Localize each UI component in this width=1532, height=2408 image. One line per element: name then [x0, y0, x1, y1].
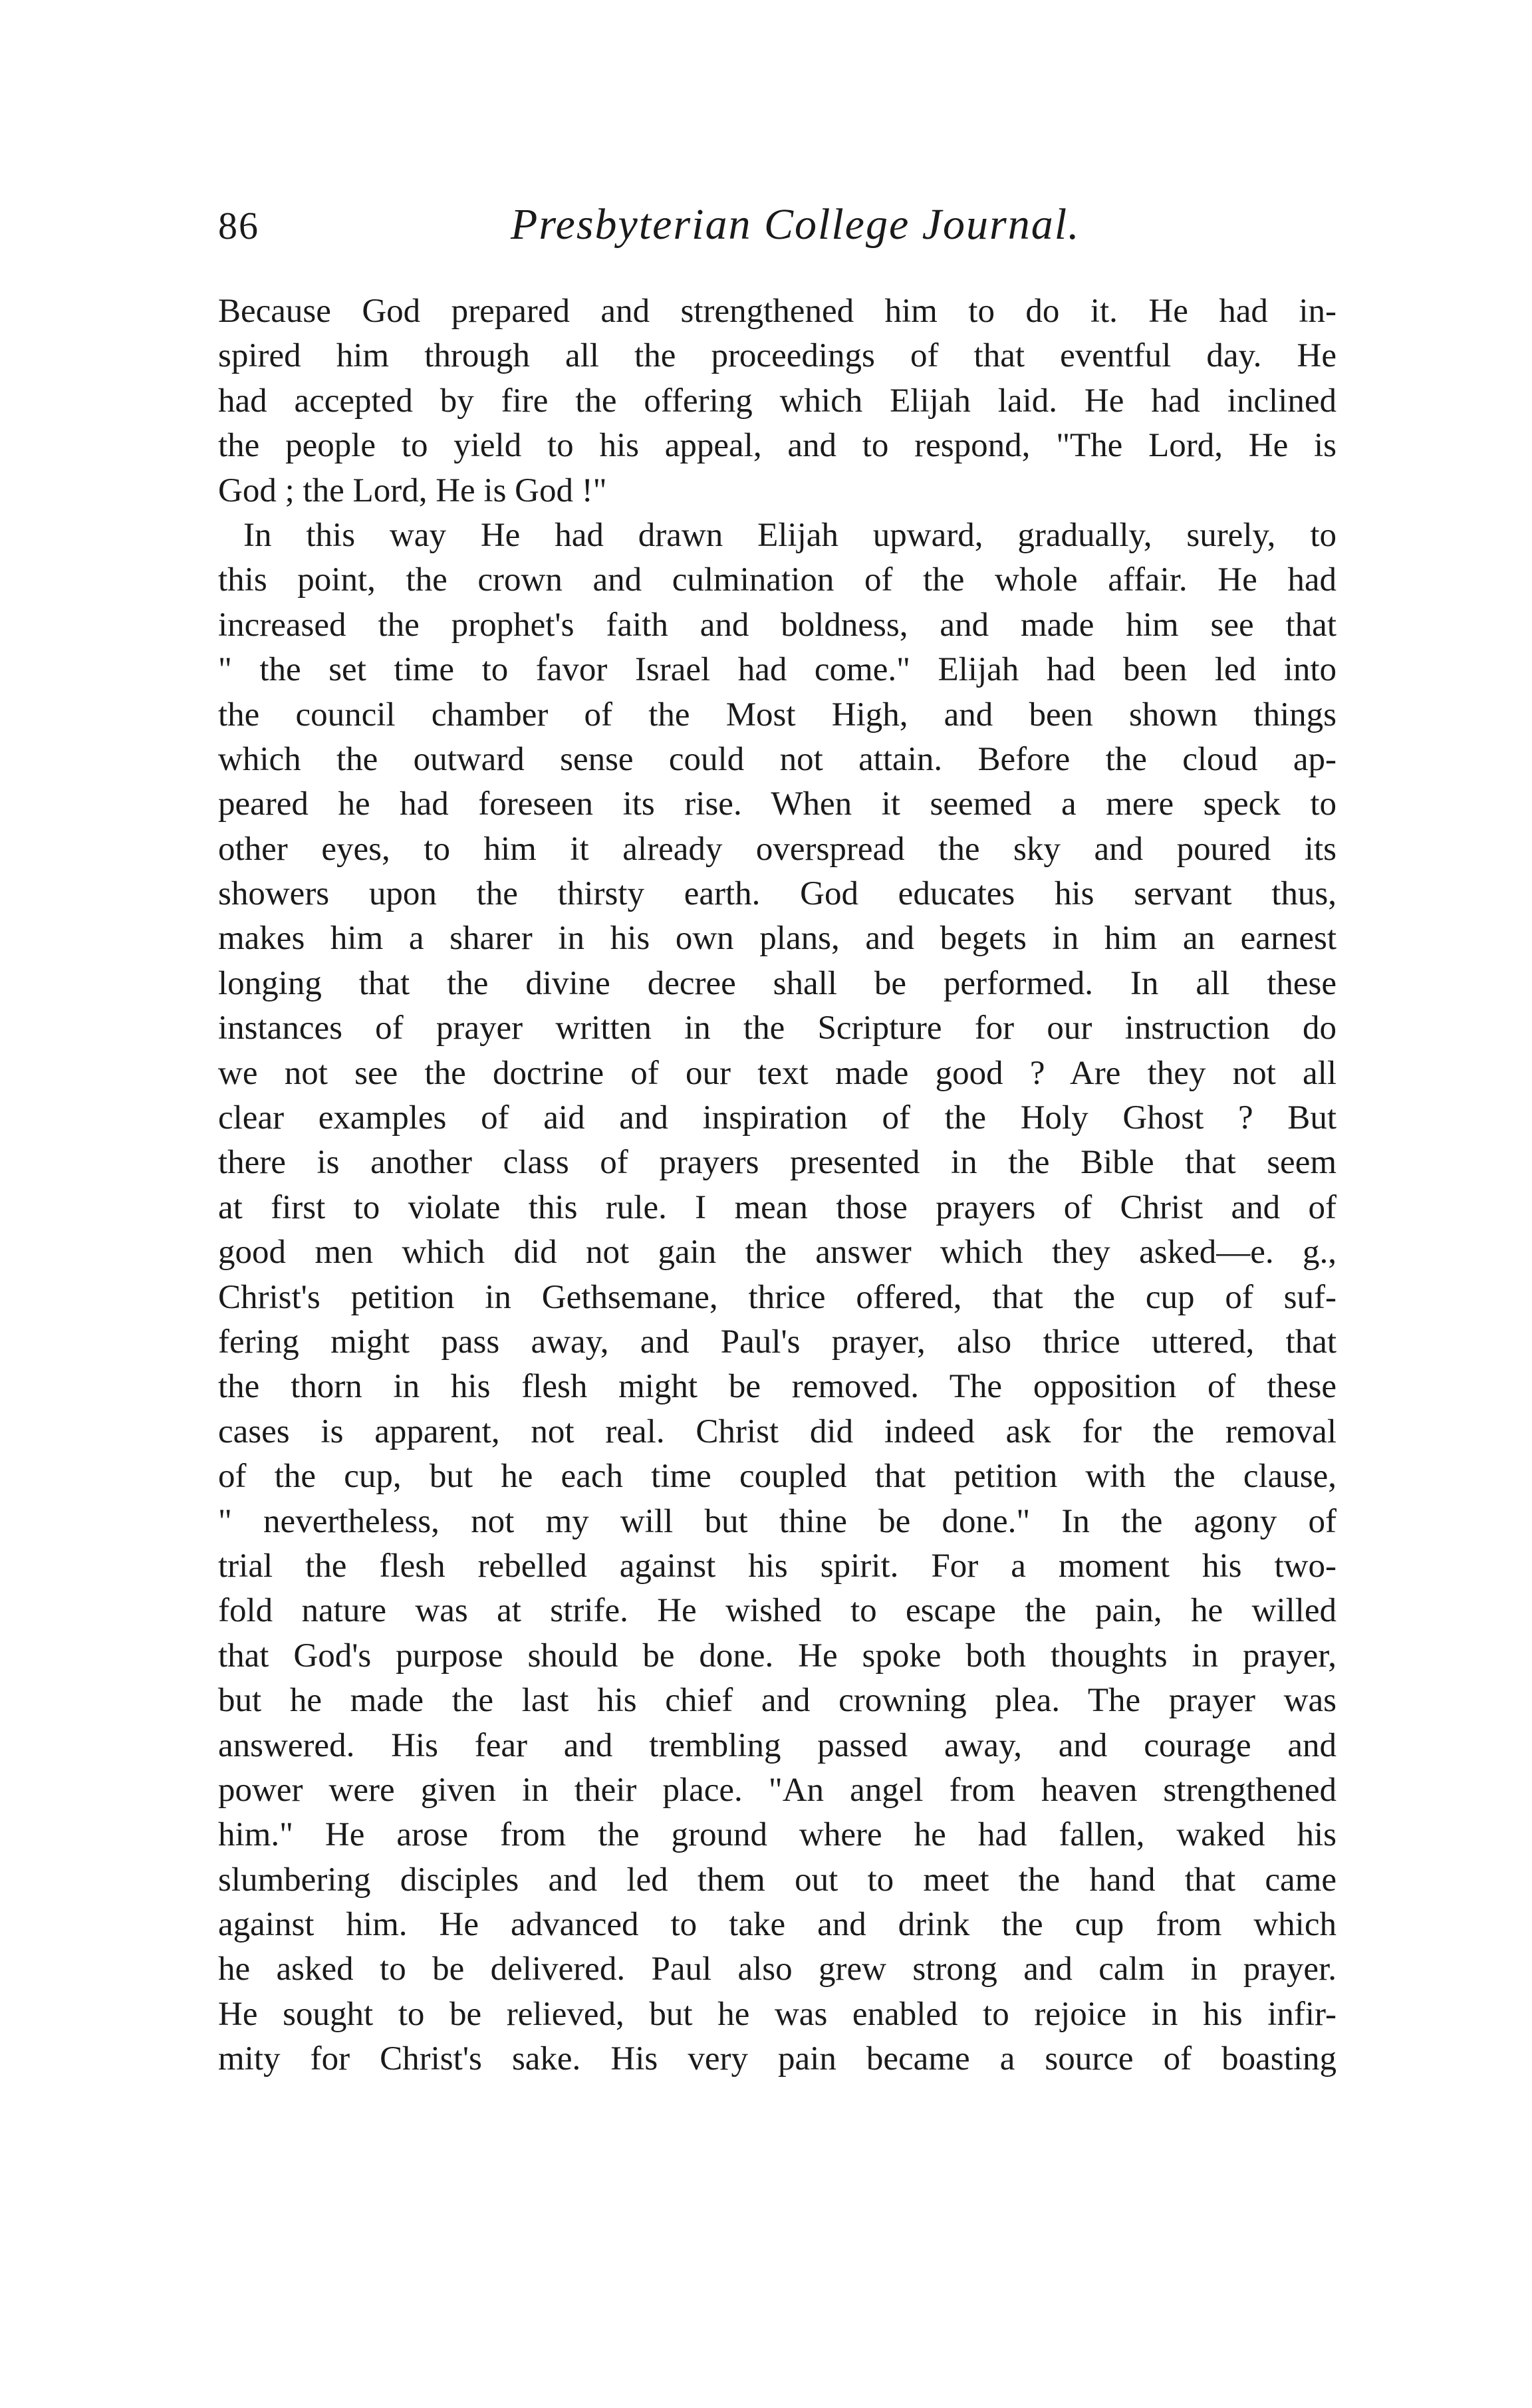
- text-line: peared he had foreseen its rise. When it seemed a mere speck to: [218, 785, 1337, 823]
- text-line: Christ's petition in Gethsemane, thrice offered, that the cup of suf-: [218, 1278, 1337, 1316]
- text-line: clear examples of aid and inspiration of the Holy Ghost ? But: [218, 1099, 1337, 1137]
- text-line: this point, the crown and culmination of the whole affair. He had: [218, 561, 1337, 599]
- text-line: God ; the Lord, He is God !": [218, 471, 607, 509]
- text-line: In this way He had drawn Elijah upward, gradually, surely, to: [243, 516, 1337, 554]
- text-line: spired him through all the proceedings of that eventful day. He: [218, 337, 1337, 375]
- text-line: the people to yield to his appeal, and to respond, "The Lord, He is: [218, 427, 1337, 465]
- text-line: of the cup, but he each time coupled that petition with the clause,: [218, 1458, 1337, 1496]
- text-line: there is another class of prayers presented in the Bible that seem: [218, 1144, 1337, 1182]
- text-line: had accepted by fire the offering which Elijah laid. He had inclined: [218, 382, 1337, 420]
- text-line: instances of prayer written in the Scripture for our instruction do: [218, 1009, 1337, 1047]
- text-line: which the outward sense could not attain. Before the cloud ap-: [218, 740, 1337, 778]
- text-line: increased the prophet's faith and boldness, and made him see that: [218, 606, 1337, 644]
- text-line: power were given in their place. "An angel from heaven strengthened: [218, 1771, 1337, 1809]
- running-head: [218, 200, 1348, 259]
- text-line: cases is apparent, not real. Christ did indeed ask for the removal: [218, 1412, 1337, 1450]
- text-line: that God's purpose should be done. He spoke both thoughts in prayer,: [218, 1637, 1337, 1674]
- text-line: mity for Christ's sake. His very pain became a source of boasting: [218, 2040, 1337, 2078]
- text-line: good men which did not gain the answer which they asked—e. g.,: [218, 1234, 1337, 1271]
- text-line: makes him a sharer in his own plans, and begets in him an earnest: [218, 920, 1337, 958]
- text-line: but he made the last his chief and crowning plea. The prayer was: [218, 1682, 1337, 1720]
- text-line: fering might pass away, and Paul's prayer, also thrice uttered, that: [218, 1323, 1337, 1361]
- text-line: slumbering disciples and led them out to meet the hand that came: [218, 1861, 1337, 1899]
- page-number: 86: [218, 204, 259, 247]
- text-line: " nevertheless, not my will but thine be done." In the agony of: [218, 1502, 1337, 1540]
- text-line: at first to violate this rule. I mean those prayers of Christ and of: [218, 1188, 1337, 1226]
- text-line: other eyes, to him it already overspread the sky and poured its: [218, 830, 1337, 868]
- text-line: him." He arose from the ground where he had fallen, waked his: [218, 1816, 1337, 1854]
- text-line: the council chamber of the Most High, and been shown things: [218, 696, 1337, 734]
- text-line: He sought to be relieved, but he was enabled to rejoice in his infir-: [218, 1995, 1337, 2033]
- text-line: fold nature was at strife. He wished to escape the pain, he willed: [218, 1592, 1337, 1630]
- text-line: longing that the divine decree shall be performed. In all these: [218, 964, 1337, 1002]
- text-line: Because God prepared and strengthened him to do it. He had in-: [218, 293, 1337, 330]
- text-line: answered. His fear and trembling passed away, and courage and: [218, 1726, 1337, 1764]
- text-line: " the set time to favor Israel had come." Elijah had been led into: [218, 651, 1337, 689]
- text-line: against him. He advanced to take and drink the cup from which: [218, 1906, 1337, 1944]
- text-line: the thorn in his flesh might be removed. The opposition of these: [218, 1368, 1337, 1406]
- text-line: we not see the doctrine of our text made good ? Are they not all: [218, 1054, 1337, 1092]
- text-line: trial the flesh rebelled against his spirit. For a moment his two-: [218, 1547, 1337, 1585]
- text-line: he asked to be delivered. Paul also grew strong and calm in prayer.: [218, 1950, 1337, 1988]
- text-line: showers upon the thirsty earth. God educates his servant thus,: [218, 875, 1337, 913]
- journal-title: Presbyterian College Journal.: [511, 200, 1081, 249]
- body-text: [218, 289, 1337, 2082]
